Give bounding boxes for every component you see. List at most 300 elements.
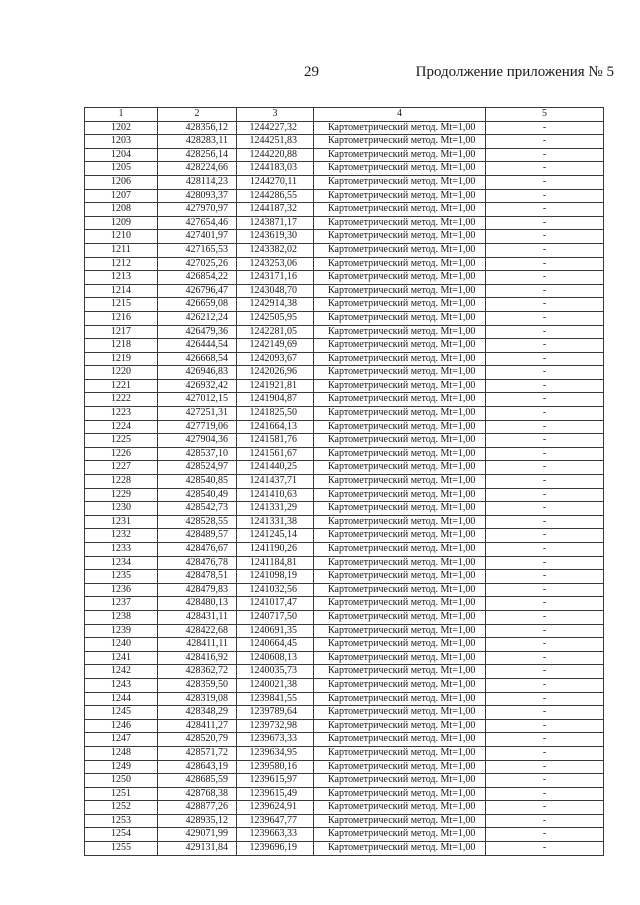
point-number-cell: 1222 (85, 393, 158, 407)
note-cell: - (486, 746, 604, 760)
x-coordinate-cell: 427970,97 (158, 203, 237, 217)
note-cell: - (486, 624, 604, 638)
point-number-cell: 1215 (85, 298, 158, 312)
y-coordinate-cell: 1241184,81 (237, 556, 314, 570)
point-number-cell: 1249 (85, 760, 158, 774)
method-cell: Картометрический метод. Mt=1,00 (314, 638, 486, 652)
method-cell: Картометрический метод. Mt=1,00 (314, 746, 486, 760)
note-cell: - (486, 175, 604, 189)
method-cell: Картометрический метод. Mt=1,00 (314, 257, 486, 271)
y-coordinate-cell: 1240021,38 (237, 678, 314, 692)
note-cell: - (486, 774, 604, 788)
note-cell: - (486, 121, 604, 135)
note-cell: - (486, 284, 604, 298)
x-coordinate-cell: 428476,78 (158, 556, 237, 570)
note-cell: - (486, 665, 604, 679)
method-cell: Картометрический метод. Mt=1,00 (314, 243, 486, 257)
table-row (85, 407, 604, 421)
point-number-cell: 1236 (85, 583, 158, 597)
x-coordinate-cell: 427251,31 (158, 407, 237, 421)
method-cell: Картометрический метод. Mt=1,00 (314, 583, 486, 597)
note-cell: - (486, 638, 604, 652)
note-cell: - (486, 692, 604, 706)
y-coordinate-cell: 1244286,55 (237, 189, 314, 203)
note-cell: - (486, 339, 604, 353)
table-row (85, 692, 604, 706)
note-cell: - (486, 733, 604, 747)
table-row (85, 556, 604, 570)
point-number-cell: 1229 (85, 488, 158, 502)
point-number-cell: 1237 (85, 597, 158, 611)
x-coordinate-cell: 428093,37 (158, 189, 237, 203)
method-cell: Картометрический метод. Mt=1,00 (314, 760, 486, 774)
method-cell: Картометрический метод. Mt=1,00 (314, 311, 486, 325)
point-number-cell: 1239 (85, 624, 158, 638)
method-cell: Картометрический метод. Mt=1,00 (314, 379, 486, 393)
method-cell: Картометрический метод. Mt=1,00 (314, 475, 486, 489)
table-row (85, 366, 604, 380)
point-number-cell: 1203 (85, 135, 158, 149)
method-cell: Картометрический метод. Mt=1,00 (314, 543, 486, 557)
method-cell: Картометрический метод. Mt=1,00 (314, 651, 486, 665)
point-number-cell: 1234 (85, 556, 158, 570)
table-row (85, 774, 604, 788)
x-coordinate-cell: 427719,06 (158, 420, 237, 434)
x-coordinate-cell: 428362,72 (158, 665, 237, 679)
point-number-cell: 1208 (85, 203, 158, 217)
method-cell: Картометрический метод. Mt=1,00 (314, 203, 486, 217)
x-coordinate-cell: 428540,49 (158, 488, 237, 502)
x-coordinate-cell: 428643,19 (158, 760, 237, 774)
y-coordinate-cell: 1240608,13 (237, 651, 314, 665)
table-row (85, 706, 604, 720)
table-row (85, 543, 604, 557)
note-cell: - (486, 610, 604, 624)
note-cell: - (486, 719, 604, 733)
y-coordinate-cell: 1243253,06 (237, 257, 314, 271)
appendix-title: Продолжение приложения № 5 (415, 64, 614, 80)
table-row (85, 597, 604, 611)
note-cell: - (486, 352, 604, 366)
method-cell: Картометрический метод. Mt=1,00 (314, 570, 486, 584)
method-cell: Картометрический метод. Mt=1,00 (314, 597, 486, 611)
table-row (85, 475, 604, 489)
note-cell: - (486, 434, 604, 448)
column-header: 2 (158, 108, 237, 122)
point-number-cell: 1223 (85, 407, 158, 421)
point-number-cell: 1231 (85, 515, 158, 529)
y-coordinate-cell: 1244251,83 (237, 135, 314, 149)
y-coordinate-cell: 1239732,98 (237, 719, 314, 733)
point-number-cell: 1254 (85, 828, 158, 842)
method-cell: Картометрический метод. Mt=1,00 (314, 393, 486, 407)
page-number: 29 (304, 64, 319, 80)
table-row (85, 678, 604, 692)
method-cell: Картометрический метод. Mt=1,00 (314, 665, 486, 679)
note-cell: - (486, 842, 604, 856)
table-row (85, 583, 604, 597)
table-row (85, 651, 604, 665)
x-coordinate-cell: 428935,12 (158, 814, 237, 828)
x-coordinate-cell: 427025,26 (158, 257, 237, 271)
method-cell: Картометрический метод. Mt=1,00 (314, 529, 486, 543)
note-cell: - (486, 529, 604, 543)
table-row (85, 638, 604, 652)
y-coordinate-cell: 1241331,29 (237, 502, 314, 516)
table-row (85, 787, 604, 801)
y-coordinate-cell: 1240691,35 (237, 624, 314, 638)
note-cell: - (486, 760, 604, 774)
note-cell: - (486, 325, 604, 339)
table-row (85, 801, 604, 815)
y-coordinate-cell: 1241032,56 (237, 583, 314, 597)
table-row (85, 733, 604, 747)
point-number-cell: 1217 (85, 325, 158, 339)
table-row (85, 434, 604, 448)
note-cell: - (486, 597, 604, 611)
note-cell: - (486, 243, 604, 257)
y-coordinate-cell: 1244227,32 (237, 121, 314, 135)
table-row (85, 502, 604, 516)
method-cell: Картометрический метод. Mt=1,00 (314, 121, 486, 135)
x-coordinate-cell: 429071,99 (158, 828, 237, 842)
point-number-cell: 1250 (85, 774, 158, 788)
note-cell: - (486, 393, 604, 407)
x-coordinate-cell: 428540,85 (158, 475, 237, 489)
table-row (85, 746, 604, 760)
x-coordinate-cell: 426668,54 (158, 352, 237, 366)
table-row (85, 529, 604, 543)
table-row (85, 570, 604, 584)
note-cell: - (486, 828, 604, 842)
x-coordinate-cell: 427654,46 (158, 216, 237, 230)
note-cell: - (486, 311, 604, 325)
note-cell: - (486, 814, 604, 828)
method-cell: Картометрический метод. Mt=1,00 (314, 610, 486, 624)
y-coordinate-cell: 1241410,63 (237, 488, 314, 502)
point-number-cell: 1247 (85, 733, 158, 747)
note-cell: - (486, 488, 604, 502)
y-coordinate-cell: 1241098,19 (237, 570, 314, 584)
method-cell: Картометрический метод. Mt=1,00 (314, 801, 486, 815)
method-cell: Картометрический метод. Mt=1,00 (314, 842, 486, 856)
method-cell: Картометрический метод. Mt=1,00 (314, 216, 486, 230)
point-number-cell: 1212 (85, 257, 158, 271)
x-coordinate-cell: 426796,47 (158, 284, 237, 298)
method-cell: Картометрический метод. Mt=1,00 (314, 175, 486, 189)
point-number-cell: 1210 (85, 230, 158, 244)
method-cell: Картометрический метод. Mt=1,00 (314, 162, 486, 176)
method-cell: Картометрический метод. Mt=1,00 (314, 352, 486, 366)
point-number-cell: 1206 (85, 175, 158, 189)
method-cell: Картометрический метод. Mt=1,00 (314, 325, 486, 339)
y-coordinate-cell: 1243382,02 (237, 243, 314, 257)
table-row (85, 624, 604, 638)
x-coordinate-cell: 428877,26 (158, 801, 237, 815)
y-coordinate-cell: 1239615,97 (237, 774, 314, 788)
point-number-cell: 1214 (85, 284, 158, 298)
y-coordinate-cell: 1242026,96 (237, 366, 314, 380)
y-coordinate-cell: 1242093,67 (237, 352, 314, 366)
column-header: 5 (486, 108, 604, 122)
y-coordinate-cell: 1243048,70 (237, 284, 314, 298)
point-number-cell: 1230 (85, 502, 158, 516)
note-cell: - (486, 787, 604, 801)
y-coordinate-cell: 1242914,38 (237, 298, 314, 312)
x-coordinate-cell: 428571,72 (158, 746, 237, 760)
x-coordinate-cell: 428319,08 (158, 692, 237, 706)
y-coordinate-cell: 1239624,91 (237, 801, 314, 815)
y-coordinate-cell: 1240664,45 (237, 638, 314, 652)
table-row (85, 121, 604, 135)
table-row (85, 719, 604, 733)
table-row (85, 760, 604, 774)
y-coordinate-cell: 1241664,13 (237, 420, 314, 434)
table-header (85, 108, 604, 122)
column-header: 3 (237, 108, 314, 122)
note-cell: - (486, 420, 604, 434)
note-cell: - (486, 230, 604, 244)
method-cell: Картометрический метод. Mt=1,00 (314, 624, 486, 638)
note-cell: - (486, 570, 604, 584)
x-coordinate-cell: 428283,11 (158, 135, 237, 149)
note-cell: - (486, 298, 604, 312)
x-coordinate-cell: 428520,79 (158, 733, 237, 747)
y-coordinate-cell: 1244270,11 (237, 175, 314, 189)
y-coordinate-cell: 1242149,69 (237, 339, 314, 353)
x-coordinate-cell: 428476,67 (158, 543, 237, 557)
coordinates-table (84, 107, 604, 856)
y-coordinate-cell: 1244183,03 (237, 162, 314, 176)
x-coordinate-cell: 426444,54 (158, 339, 237, 353)
column-header: 4 (314, 108, 486, 122)
table-row (85, 379, 604, 393)
table-row (85, 135, 604, 149)
note-cell: - (486, 461, 604, 475)
table-row (85, 271, 604, 285)
method-cell: Картометрический метод. Mt=1,00 (314, 271, 486, 285)
y-coordinate-cell: 1239615,49 (237, 787, 314, 801)
note-cell: - (486, 543, 604, 557)
table-row (85, 665, 604, 679)
x-coordinate-cell: 428356,12 (158, 121, 237, 135)
method-cell: Картометрический метод. Mt=1,00 (314, 488, 486, 502)
table-row (85, 339, 604, 353)
method-cell: Картометрический метод. Mt=1,00 (314, 339, 486, 353)
table-row (85, 257, 604, 271)
x-coordinate-cell: 426932,42 (158, 379, 237, 393)
point-number-cell: 1241 (85, 651, 158, 665)
method-cell: Картометрический метод. Mt=1,00 (314, 135, 486, 149)
y-coordinate-cell: 1239696,19 (237, 842, 314, 856)
y-coordinate-cell: 1241017,47 (237, 597, 314, 611)
x-coordinate-cell: 428489,57 (158, 529, 237, 543)
method-cell: Картометрический метод. Mt=1,00 (314, 284, 486, 298)
note-cell: - (486, 189, 604, 203)
point-number-cell: 1209 (85, 216, 158, 230)
y-coordinate-cell: 1241904,87 (237, 393, 314, 407)
table-row (85, 203, 604, 217)
note-cell: - (486, 651, 604, 665)
point-number-cell: 1216 (85, 311, 158, 325)
table-row (85, 393, 604, 407)
table-row (85, 610, 604, 624)
y-coordinate-cell: 1241190,26 (237, 543, 314, 557)
y-coordinate-cell: 1239634,95 (237, 746, 314, 760)
method-cell: Картометрический метод. Mt=1,00 (314, 692, 486, 706)
x-coordinate-cell: 428114,23 (158, 175, 237, 189)
y-coordinate-cell: 1243619,30 (237, 230, 314, 244)
method-cell: Картометрический метод. Mt=1,00 (314, 678, 486, 692)
point-number-cell: 1205 (85, 162, 158, 176)
note-cell: - (486, 148, 604, 162)
x-coordinate-cell: 428359,50 (158, 678, 237, 692)
y-coordinate-cell: 1241331,38 (237, 515, 314, 529)
point-number-cell: 1204 (85, 148, 158, 162)
point-number-cell: 1211 (85, 243, 158, 257)
point-number-cell: 1244 (85, 692, 158, 706)
method-cell: Картометрический метод. Mt=1,00 (314, 556, 486, 570)
y-coordinate-cell: 1239673,33 (237, 733, 314, 747)
method-cell: Картометрический метод. Mt=1,00 (314, 447, 486, 461)
x-coordinate-cell: 428528,55 (158, 515, 237, 529)
y-coordinate-cell: 1239580,16 (237, 760, 314, 774)
note-cell: - (486, 678, 604, 692)
y-coordinate-cell: 1241561,67 (237, 447, 314, 461)
point-number-cell: 1207 (85, 189, 158, 203)
x-coordinate-cell: 428411,27 (158, 719, 237, 733)
method-cell: Картометрический метод. Mt=1,00 (314, 366, 486, 380)
point-number-cell: 1253 (85, 814, 158, 828)
x-coordinate-cell: 428224,66 (158, 162, 237, 176)
x-coordinate-cell: 428537,10 (158, 447, 237, 461)
note-cell: - (486, 162, 604, 176)
method-cell: Картометрический метод. Mt=1,00 (314, 189, 486, 203)
point-number-cell: 1235 (85, 570, 158, 584)
note-cell: - (486, 556, 604, 570)
note-cell: - (486, 475, 604, 489)
x-coordinate-cell: 428416,92 (158, 651, 237, 665)
point-number-cell: 1243 (85, 678, 158, 692)
table-row (85, 230, 604, 244)
method-cell: Картометрический метод. Mt=1,00 (314, 298, 486, 312)
note-cell: - (486, 801, 604, 815)
method-cell: Картометрический метод. Mt=1,00 (314, 719, 486, 733)
point-number-cell: 1213 (85, 271, 158, 285)
y-coordinate-cell: 1239841,55 (237, 692, 314, 706)
note-cell: - (486, 706, 604, 720)
y-coordinate-cell: 1243871,17 (237, 216, 314, 230)
note-cell: - (486, 257, 604, 271)
note-cell: - (486, 203, 604, 217)
y-coordinate-cell: 1244220,88 (237, 148, 314, 162)
note-cell: - (486, 515, 604, 529)
point-number-cell: 1242 (85, 665, 158, 679)
method-cell: Картометрический метод. Mt=1,00 (314, 515, 486, 529)
point-number-cell: 1224 (85, 420, 158, 434)
y-coordinate-cell: 1241825,50 (237, 407, 314, 421)
x-coordinate-cell: 428348,29 (158, 706, 237, 720)
table-row (85, 325, 604, 339)
point-number-cell: 1220 (85, 366, 158, 380)
point-number-cell: 1248 (85, 746, 158, 760)
table-row (85, 488, 604, 502)
y-coordinate-cell: 1241437,71 (237, 475, 314, 489)
method-cell: Картометрический метод. Mt=1,00 (314, 733, 486, 747)
y-coordinate-cell: 1242505,95 (237, 311, 314, 325)
x-coordinate-cell: 426479,36 (158, 325, 237, 339)
x-coordinate-cell: 427401,97 (158, 230, 237, 244)
y-coordinate-cell: 1242281,05 (237, 325, 314, 339)
table-row (85, 162, 604, 176)
method-cell: Картометрический метод. Mt=1,00 (314, 434, 486, 448)
y-coordinate-cell: 1240717,50 (237, 610, 314, 624)
table-row (85, 298, 604, 312)
y-coordinate-cell: 1239663,33 (237, 828, 314, 842)
x-coordinate-cell: 428411,11 (158, 638, 237, 652)
table-row (85, 461, 604, 475)
y-coordinate-cell: 1243171,16 (237, 271, 314, 285)
point-number-cell: 1225 (85, 434, 158, 448)
point-number-cell: 1227 (85, 461, 158, 475)
point-number-cell: 1233 (85, 543, 158, 557)
table-row (85, 420, 604, 434)
table-row (85, 243, 604, 257)
method-cell: Картометрический метод. Mt=1,00 (314, 828, 486, 842)
x-coordinate-cell: 428524,97 (158, 461, 237, 475)
column-header: 1 (85, 108, 158, 122)
y-coordinate-cell: 1239789,64 (237, 706, 314, 720)
point-number-cell: 1246 (85, 719, 158, 733)
table-row (85, 311, 604, 325)
method-cell: Картометрический метод. Mt=1,00 (314, 230, 486, 244)
table-row (85, 216, 604, 230)
header-row (85, 108, 604, 122)
point-number-cell: 1255 (85, 842, 158, 856)
method-cell: Картометрический метод. Mt=1,00 (314, 814, 486, 828)
method-cell: Картометрический метод. Mt=1,00 (314, 502, 486, 516)
table-row (85, 189, 604, 203)
point-number-cell: 1202 (85, 121, 158, 135)
point-number-cell: 1251 (85, 787, 158, 801)
x-coordinate-cell: 428478,51 (158, 570, 237, 584)
point-number-cell: 1226 (85, 447, 158, 461)
method-cell: Картометрический метод. Mt=1,00 (314, 148, 486, 162)
page-header (0, 64, 640, 88)
note-cell: - (486, 447, 604, 461)
x-coordinate-cell: 426946,83 (158, 366, 237, 380)
y-coordinate-cell: 1241921,81 (237, 379, 314, 393)
y-coordinate-cell: 1239647,77 (237, 814, 314, 828)
x-coordinate-cell: 428685,59 (158, 774, 237, 788)
point-number-cell: 1219 (85, 352, 158, 366)
x-coordinate-cell: 428768,38 (158, 787, 237, 801)
x-coordinate-cell: 428542,73 (158, 502, 237, 516)
method-cell: Картометрический метод. Mt=1,00 (314, 774, 486, 788)
point-number-cell: 1252 (85, 801, 158, 815)
y-coordinate-cell: 1241245,14 (237, 529, 314, 543)
table-row (85, 842, 604, 856)
x-coordinate-cell: 426659,08 (158, 298, 237, 312)
table-row (85, 828, 604, 842)
note-cell: - (486, 407, 604, 421)
note-cell: - (486, 271, 604, 285)
method-cell: Картометрический метод. Mt=1,00 (314, 407, 486, 421)
x-coordinate-cell: 428256,14 (158, 148, 237, 162)
x-coordinate-cell: 428431,11 (158, 610, 237, 624)
table-row (85, 352, 604, 366)
table-row (85, 447, 604, 461)
